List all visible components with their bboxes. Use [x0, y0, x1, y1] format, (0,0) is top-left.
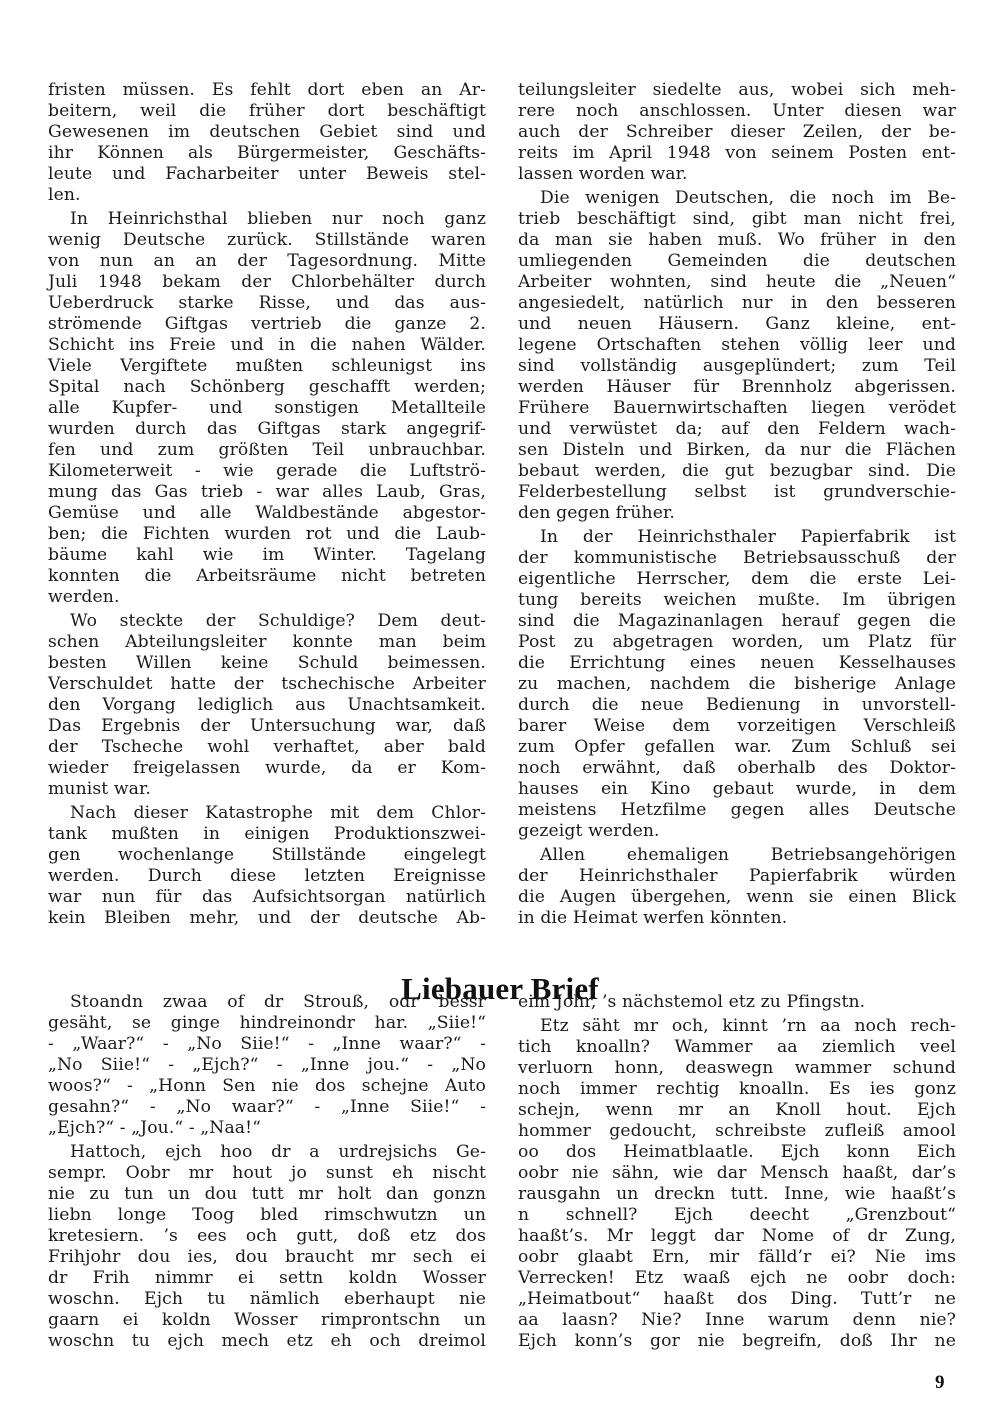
text-line: Felderbestellung selbst ist grundverschie-	[518, 482, 956, 502]
paragraph	[518, 80, 956, 185]
text-line: eigentliche Herrscher, dem die erste Lei-	[518, 569, 956, 589]
text-line: die Errichtung eines neuen Kesselhauses	[518, 653, 956, 673]
text-line: Kilometerweit - wie gerade die Luftströ-	[48, 461, 486, 481]
text-line: alle Kupfer- und sonstigen Metallteile	[48, 398, 486, 418]
text-line: teilungsleiter siedelte aus, wobei sich meh-	[518, 80, 956, 100]
text-line: gaarn ei koldn Wosser rimprontschn un	[48, 1310, 486, 1330]
text-line: auch der Schreiber dieser Zeilen, der be-	[518, 122, 956, 142]
text-line: n schnell? Ejch deecht „Grenzbout“	[518, 1205, 956, 1225]
text-line: haaßt’s. Mr leggt dar Nome of dr Zung,	[518, 1226, 956, 1246]
text-line: bäume kahl wie im Winter. Tagelang	[48, 545, 486, 565]
text-line: woschn. Ejch tu nämlich eberhaupt nie	[48, 1289, 486, 1309]
text-line: werden.	[48, 587, 120, 607]
text-line: war nun für das Aufsichtsorgan natürlich	[48, 887, 486, 907]
text-line: Ejch konn’s gor nie begreifn, doß Ihr ne	[518, 1331, 956, 1351]
text-line: der Tscheche wohl verhaftet, aber bald	[48, 737, 486, 757]
text-line: zu machen, nachdem die bisherige Anlage	[518, 674, 956, 694]
page-number: 9	[935, 1372, 945, 1393]
text-line: zum Opfer gefallen war. Zum Schluß sei	[518, 737, 956, 757]
text-line: gen wochenlange Stillstände eingelegt	[48, 845, 486, 865]
text-line: ihr Können als Bürgermeister, Geschäfts-	[48, 143, 486, 163]
text-line: munist war.	[48, 779, 151, 799]
text-line: Frihjohr dou ies, dou braucht mr sech ei	[48, 1247, 486, 1267]
text-line: lassen worden war.	[518, 164, 688, 184]
text-line: werden. Durch diese letzten Ereignisse	[48, 866, 486, 886]
text-line: beitern, weil die früher dort beschäftigt	[48, 101, 486, 121]
text-line: kretesiern. ’s ees och gutt, doß etz dos	[48, 1226, 486, 1246]
text-line: sind die Magazinanlagen herauf gegen die	[518, 611, 956, 631]
text-line: Stoandn zwaa of dr Strouß, odr bessr	[70, 992, 486, 1012]
paragraph	[48, 209, 486, 608]
paragraph	[518, 527, 956, 842]
text-line: oobr glaabt Ern, mir fälld’r ei? Nie ims	[518, 1247, 956, 1267]
text-line: Ueberdruck starke Risse, und das aus-	[48, 293, 486, 313]
text-line: gesäht, se ginge hindreinondr har. „Siie!“	[48, 1013, 486, 1033]
text-line: wenig Deutsche zurück. Stillstände waren	[48, 230, 486, 250]
paragraph	[48, 803, 486, 929]
text-line: In der Heinrichsthaler Papierfabrik ist	[540, 527, 956, 547]
text-line: noch immer rechtig knoalln. Es ies gonz	[518, 1079, 956, 1099]
article-column-right	[518, 80, 956, 932]
text-line: „No Siie!“ - „Ejch?“ - „Inne jou.“ - „No	[48, 1055, 486, 1075]
text-line: barer Weise dem vorzeitigen Verschleiß	[518, 716, 956, 736]
text-line: oo dos Heimatblaatle. Ejch konn Eich	[518, 1142, 956, 1162]
text-line: trieb beschäftigt sind, gibt man nicht frei,	[518, 209, 956, 229]
paragraph	[518, 992, 956, 1013]
text-line: verluorn honn, deaswegn wammer schund	[518, 1058, 956, 1078]
text-line: bebaut werden, die gut bezugbar sind. Die	[518, 461, 956, 481]
text-line: rere noch anschlossen. Unter diesen war	[518, 101, 956, 121]
text-line: Gemüse und alle Waldbestände abgestor-	[48, 503, 486, 523]
text-line: Die wenigen Deutschen, die noch im Be-	[540, 188, 956, 208]
text-line: „Heimatbout“ haaßt dos Ding. Tutt’r ne	[518, 1289, 956, 1309]
text-line: in die Heimat werfen könnten.	[518, 908, 788, 928]
text-line: aa laasn? Nie? Inne warum denn nie?	[518, 1310, 956, 1330]
text-line: wurden durch das Giftgas stark angegrif-	[48, 419, 486, 439]
text-line: tung bereits weichen mußte. Im übrigen	[518, 590, 956, 610]
text-line: Post zu abgetragen worden, um Platz für	[518, 632, 956, 652]
text-line: len.	[48, 185, 81, 205]
text-line: da man sie haben muß. Wo früher in den	[518, 230, 956, 250]
text-line: leute und Facharbeiter unter Beweis stel-	[48, 164, 486, 184]
text-line: Arbeiter wohnten, sind heute die „Neuen“	[518, 272, 956, 292]
text-line: rausgahn un dreckn tutt. Inne, wie haaßt’s	[518, 1184, 956, 1204]
text-line: tank mußten in einigen Produktionszwei-	[48, 824, 486, 844]
text-line: den gegen früher.	[518, 503, 675, 523]
text-line: kein Bleiben mehr, und der deutsche Ab-	[48, 908, 486, 928]
text-line: und verwüstet da; auf den Feldern wach-	[518, 419, 956, 439]
text-line: umliegenden Gemeinden die deutschen	[518, 251, 956, 271]
text-line: nie zu tun un dou tutt mr holt dan gonzn	[48, 1184, 486, 1204]
text-line: schejn, wenn mr an Knoll hout. Ejch	[518, 1100, 956, 1120]
text-line: woschn tu ejch mech etz eh och dreimol	[48, 1331, 486, 1351]
letter-headline: Liebauer Brief	[401, 970, 599, 1006]
text-line: reits im April 1948 von seinem Posten ent-	[518, 143, 956, 163]
paragraph	[48, 80, 486, 206]
letter-column-left	[48, 992, 486, 1355]
text-line: liebn longe Toog bled rimschwutzn un	[48, 1205, 486, 1225]
text-line: „Ejch?“ - „Jou.“ - „Naa!“	[48, 1118, 262, 1138]
text-line: ben; die Fichten wurden rot und die Laub-	[48, 524, 486, 544]
text-line: Etz säht mr och, kinnt ’rn aa noch rech-	[540, 1016, 956, 1036]
text-line: angesiedelt, natürlich nur in den besseren	[518, 293, 956, 313]
text-line: hauses ein Kino gebaut wurde, in dem	[518, 779, 956, 799]
text-line: hommer gedoucht, schreibste zufleiß amool	[518, 1121, 956, 1141]
text-line: meistens Hetzfilme gegen alles Deutsche	[518, 800, 956, 820]
text-line: Verrecken! Etz waaß ejch ne oobr doch:	[518, 1268, 956, 1288]
article-column-left	[48, 80, 486, 932]
text-line: strömende Giftgas vertrieb die ganze 2.	[48, 314, 486, 334]
text-line: sen Disteln und Birken, da nur die Flächen	[518, 440, 956, 460]
text-line: durch die neue Bedienung in unvorstell-	[518, 695, 956, 715]
letter-column-right	[518, 992, 956, 1355]
paragraph	[48, 1142, 486, 1352]
text-line: Nach dieser Katastrophe mit dem Chlor-	[70, 803, 486, 823]
text-line: Verschuldet hatte der tschechische Arbeiter	[48, 674, 486, 694]
text-line: Wo steckte der Schuldige? Dem deut-	[70, 611, 486, 631]
text-line: werden Häuser für Brennholz abgerissen.	[518, 377, 956, 397]
text-line: - „Waar?“ - „No Siie!“ - „Inne waar?“ -	[48, 1034, 486, 1054]
text-line: woos?“ - „Honn Sen nie dos schejne Auto	[48, 1076, 486, 1096]
text-line: die Augen übergehen, wenn sie einen Blick	[518, 887, 956, 907]
text-line: Schicht ins Freie und in die nahen Wälder.	[48, 335, 486, 355]
text-line: Hattoch, ejch hoo dr a urdrejsichs Ge-	[70, 1142, 486, 1162]
paragraph	[518, 188, 956, 524]
text-line: noch erwähnt, daß oberhalb des Doktor-	[518, 758, 956, 778]
text-line: besten Willen keine Schuld beimessen.	[48, 653, 486, 673]
text-line: fristen müssen. Es fehlt dort eben an Ar-	[48, 80, 486, 100]
text-line: Das Ergebnis der Untersuchung war, daß	[48, 716, 486, 736]
text-line: und neuen Häusern. Ganz kleine, ent-	[518, 314, 956, 334]
text-line: tich knoalln? Wammer aa ziemlich veel	[518, 1037, 956, 1057]
text-line: der kommunistische Betriebsausschuß der	[518, 548, 956, 568]
text-line: konnten die Arbeitsräume nicht betreten	[48, 566, 486, 586]
paragraph	[48, 611, 486, 800]
paragraph	[518, 845, 956, 929]
text-line: Juli 1948 bekam der Chlorbehälter durch	[48, 272, 486, 292]
text-line: In Heinrichsthal blieben nur noch ganz	[70, 209, 486, 229]
text-line: schen Abteilungsleiter konnte man beim	[48, 632, 486, 652]
text-line: dr Frih nimmr ei settn koldn Wosser	[48, 1268, 486, 1288]
text-line: gesahn?“ - „No waar?“ - „Inne Siie!“ -	[48, 1097, 486, 1117]
text-line: eim Johr, ’s nächstemol etz zu Pfingstn.	[518, 992, 866, 1012]
text-line: legene Ortschaften stehen völlig leer und	[518, 335, 956, 355]
text-line: von nun an an der Tagesordnung. Mitte	[48, 251, 486, 271]
text-line: sind vollständig ausgeplündert; zum Teil	[518, 356, 956, 376]
text-line: fen und zum größten Teil unbrauchbar.	[48, 440, 486, 460]
text-line: Viele Vergiftete mußten schleunigst ins	[48, 356, 486, 376]
text-line: gezeigt werden.	[518, 821, 660, 841]
text-line: sempr. Oobr mr hout jo sunst eh nischt	[48, 1163, 486, 1183]
text-line: wieder freigelassen wurde, da er Kom-	[48, 758, 486, 778]
paragraph	[518, 1016, 956, 1352]
text-line: Spital nach Schönberg geschafft werden;	[48, 377, 486, 397]
text-line: Frühere Bauernwirtschaften liegen verödet	[518, 398, 956, 418]
text-line: oobr nie sähn, wie dar Mensch haaßt, dar’s	[518, 1163, 956, 1183]
text-line: Allen ehemaligen Betriebsangehörigen	[540, 845, 956, 865]
text-line: Gewesenen im deutschen Gebiet sind und	[48, 122, 486, 142]
text-line: der Heinrichsthaler Papierfabrik würden	[518, 866, 956, 886]
text-line: mung das Gas trieb - war alles Laub, Gras,	[48, 482, 486, 502]
text-line: den Vorgang lediglich aus Unachtsamkeit.	[48, 695, 486, 715]
paragraph	[48, 992, 486, 1139]
